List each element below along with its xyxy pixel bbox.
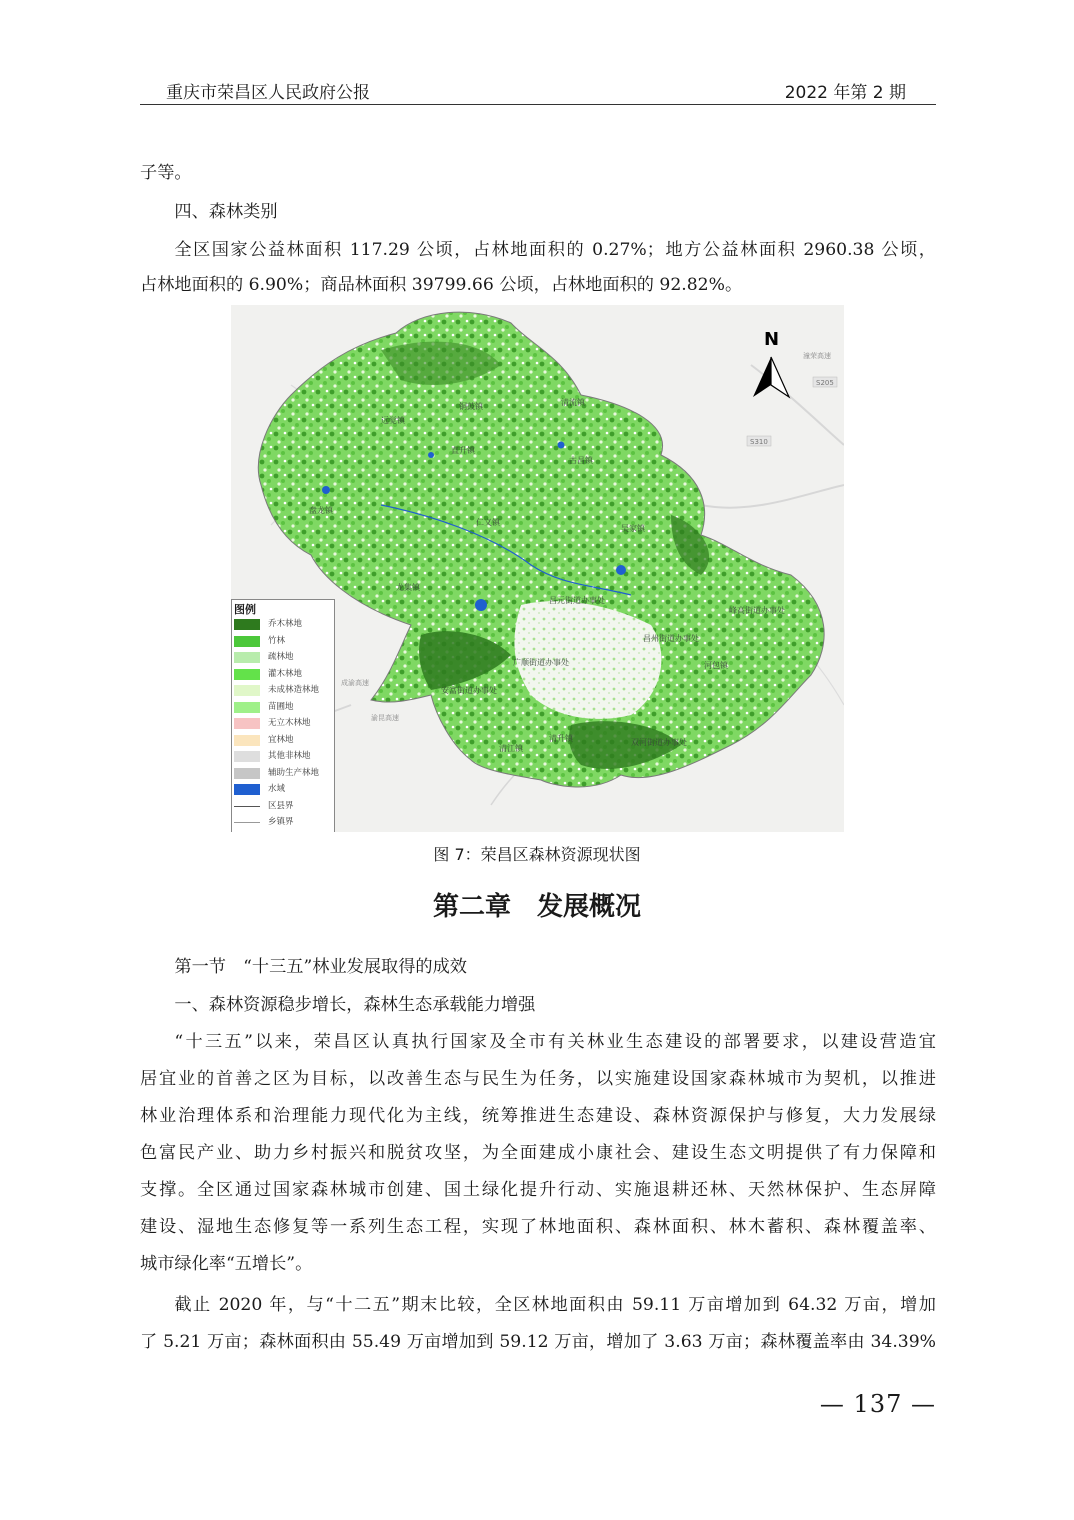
map-legend (231, 599, 335, 832)
town-label: 广顺街道办事处 (513, 658, 569, 667)
page-header (140, 76, 936, 105)
north-label: N (764, 329, 780, 350)
legend-item: 疏林地 (234, 651, 334, 663)
body-line: 居宜业的首善之区为目标，以改善生态与民生为任务，以实施建设国家森林城市为契机，以推进 (140, 1069, 936, 1089)
town-label: 清流镇 (561, 398, 585, 407)
legend-item: 未成林造林地 (234, 684, 334, 696)
body-line: 城市绿化率“五增长”。 (140, 1254, 313, 1274)
legend-item: 竹林 (234, 635, 334, 647)
legend-item: 无立木林地 (234, 717, 334, 729)
legend-item: 乔木林地 (234, 618, 334, 630)
town-label: 远觉镇 (381, 416, 405, 425)
legend-item: 辅助生产林地 (234, 767, 334, 779)
body-line: 了 5.21 万亩；森林面积由 55.49 万亩增加到 59.12 万亩，增加了 3.63 万亩；森林覆盖率由 34.39% (140, 1332, 936, 1352)
town-label: 河包镇 (704, 661, 728, 670)
road-label: S205 (816, 379, 834, 387)
town-label: 清升镇 (549, 734, 573, 743)
town-label: 双河街道办事处 (631, 738, 687, 747)
town-label: 直升镇 (451, 446, 475, 455)
body-line: 林业治理体系和治理能力现代化为主线，统筹推进生态建设、森林资源保护与修复，大力发展绿 (140, 1106, 936, 1126)
town-label: 清江镇 (499, 744, 523, 753)
legend-item: 灌木林地 (234, 668, 334, 680)
town-label: 昌州街道办事处 (643, 634, 699, 643)
page-number: — 137 — (819, 1390, 936, 1418)
body-line: 支撑。全区通过国家森林城市创建、国土绿化提升行动、实施退耕还林、天然林保护、生态屏障 (140, 1180, 936, 1200)
chapter-title: 第二章 发展概况 (432, 892, 641, 922)
paragraph-forest-types-line2: 占林地面积的 6.90%；商品林面积 39799.66 公顷，占林地面积的 92.82%。 (140, 275, 743, 295)
town-label: 昌元街道办事处 (549, 596, 605, 605)
district-boundary (258, 312, 824, 787)
issue-number: 2022 年第 2 期 (784, 83, 906, 103)
body-line: 建设、湿地生态修复等一系列生态工程，实现了林地面积、森林面积、林木蓄积、森林覆盖率、 (140, 1217, 936, 1237)
road-label: 成渝高速 (341, 679, 369, 687)
body-line: “十三五”以来，荣昌区认真执行国家及全市有关林业生态建设的部署要求，以建设营造宜 (174, 1032, 936, 1052)
figure-caption: 图 7：荣昌区森林资源现状图 (433, 845, 641, 864)
legend-item: 区县界 (234, 800, 334, 812)
section-heading: 第一节 “十三五”林业发展取得的成效 (174, 957, 467, 977)
paragraph-fragment: 子等。 (140, 163, 192, 183)
north-arrow-icon (753, 357, 789, 397)
town-label: 峰高街道办事处 (729, 606, 785, 615)
legend-title: 图例 (234, 603, 256, 616)
paragraph-forest-types-line1: 全区国家公益林面积 117.29 公顷，占林地面积的 0.27%；地方公益林面积 2960.38 公顷， (174, 240, 936, 260)
publication-title: 重庆市荣昌区人民政府公报 (166, 83, 370, 103)
subsection-heading-forest-types: 四、森林类别 (174, 202, 278, 222)
legend-item: 苗圃地 (234, 701, 334, 713)
forest-resource-map (231, 305, 844, 832)
town-label: 古昌镇 (569, 456, 593, 465)
body-line: 截止 2020 年，与“十二五”期末比较，全区林地面积由 59.11 万亩增加到 64.32 万亩，增加 (174, 1295, 936, 1315)
road-label: 潼荣高速 (803, 352, 831, 360)
town-label: 安富街道办事处 (441, 686, 497, 695)
road-label: 渝昆高速 (371, 714, 399, 722)
town-label: 吴家镇 (621, 524, 645, 533)
legend-item: 乡镇界 (234, 816, 334, 828)
town-label: 龙集镇 (396, 583, 420, 592)
road-label: S310 (750, 438, 768, 446)
legend-item: 宜林地 (234, 734, 334, 746)
legend-item: 水域 (234, 783, 334, 795)
subsection-heading: 一、森林资源稳步增长，森林生态承载能力增强 (174, 995, 536, 1015)
town-label: 仁义镇 (476, 518, 500, 527)
body-line: 色富民产业、助力乡村振兴和脱贫攻坚，为全面建成小康社会、建设生态文明提供了有力保障和 (140, 1143, 936, 1163)
town-label: 盘龙镇 (309, 506, 333, 515)
legend-item: 其他非林地 (234, 750, 334, 762)
town-label: 铜鼓镇 (459, 402, 483, 411)
